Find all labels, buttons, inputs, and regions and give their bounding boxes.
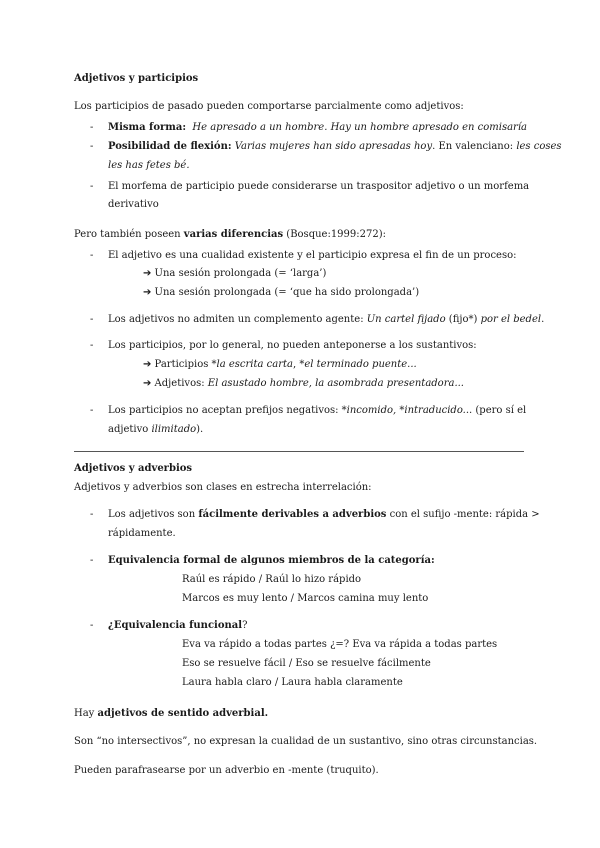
section-intro: Adjetivos y adverbios son clases en estrecha interrelación: — [74, 482, 372, 493]
bullet-cualidad: El adjetivo es una cualidad existente y el participio expresa el fin de un proceso: — [108, 250, 517, 261]
text-italic: *el terminado puente... — [299, 359, 417, 370]
text: . — [541, 314, 545, 325]
text: ➔ Participios — [143, 359, 212, 370]
example-arrow — [143, 377, 464, 391]
example-line: Eso se resuelve fácil / Eso se resuelve fácilmente — [182, 658, 431, 669]
bullet-dash: - — [90, 405, 94, 416]
example-arrow: ➔ Una sesión prolongada (= ‘que ha sido prolongada’) — [143, 287, 420, 298]
section-heading-participios: Adjetivos y participios — [74, 73, 199, 84]
bullet-prefijos-cont — [108, 423, 203, 437]
text: Los adjetivos no admiten un complemento agente: — [108, 314, 367, 325]
bullet-dash: - — [90, 620, 94, 631]
paragraph-diferencias — [74, 228, 386, 242]
bullet-derivables-cont: rápidamente. — [108, 528, 176, 539]
example-arrow: ➔ Una sesión prolongada (= ‘larga’) — [143, 268, 327, 279]
text-bold: adjetivos de sentido adverbial. — [97, 708, 269, 719]
bullet-flexion — [108, 140, 562, 154]
bullet-dash: - — [90, 314, 94, 325]
text-italic: Un cartel fijado — [366, 314, 446, 325]
bullet-label: Misma forma: — [108, 122, 187, 133]
bullet-example: les coses — [516, 141, 562, 152]
text: ➔ Adjetivos: — [143, 378, 208, 389]
text: Hay — [74, 708, 98, 719]
bullet-dash: - — [90, 122, 94, 133]
bullet-dash: - — [90, 181, 94, 192]
text-bold: ¿Equivalencia funcional — [108, 620, 243, 631]
text-italic: *incomido, *intraducido... — [341, 405, 473, 416]
bullet-equivalencia-funcional — [108, 619, 247, 633]
section-intro: Los participios de pasado pueden comportarse parcialmente como adjetivos: — [74, 101, 464, 112]
bullet-anteponerse: Los participios, por lo general, no pueden anteponerse a los sustantivos: — [108, 340, 477, 351]
text: Pero también poseen — [74, 229, 184, 240]
text: (fijo*) — [445, 314, 481, 325]
bullet-example: He apresado a un hombre. Hay un hombre apresado en comisaría — [192, 122, 528, 133]
bullet-dash: - — [90, 555, 94, 566]
bullet-example-cont: les has fetes bé. — [108, 160, 190, 171]
bullet-example: Varias mujeres han sido apresadas hoy — [234, 141, 433, 152]
example-line: Eva va rápido a todas partes ¿=? Eva va rápida a todas partes — [182, 639, 498, 650]
bullet-derivables — [108, 508, 540, 522]
text: (Bosque:1999:272): — [283, 229, 386, 240]
example-line: Laura habla claro / Laura habla claramente — [182, 677, 403, 688]
bullet-dash: - — [90, 340, 94, 351]
text: (pero sí el — [472, 405, 527, 416]
bullet-dash: - — [90, 250, 94, 261]
example-arrow — [143, 358, 417, 372]
bullet-misma-forma — [108, 121, 527, 135]
text: ? — [242, 620, 248, 631]
text: adjetivo — [108, 424, 152, 435]
bullet-prefijos — [108, 404, 526, 418]
paragraph-sentido-adverbial — [74, 707, 268, 721]
example-line: Marcos es muy lento / Marcos camina muy lento — [182, 593, 429, 604]
bullet-dash: - — [90, 509, 94, 520]
text: con el sufijo -mente: rápida > — [386, 509, 540, 520]
paragraph-no-intersectivos: Son “no intersectivos”, no expresan la cualidad de un sustantivo, sino otras circunstancias. — [74, 736, 538, 747]
text: , — [292, 359, 300, 370]
bullet-text: . En valenciano: — [432, 141, 517, 152]
text-italic: *la escrita carta — [211, 359, 293, 370]
paragraph-parafrasear: Pueden parafrasearse por un adverbio en -mente (truquito). — [74, 765, 379, 776]
section-divider — [74, 451, 524, 452]
text-italic: por el bedel — [480, 314, 542, 325]
bullet-dash: - — [90, 141, 94, 152]
bullet-agente — [108, 313, 544, 327]
example-line: Raúl es rápido / Raúl lo hizo rápido — [182, 574, 362, 585]
section-heading-adverbios: Adjetivos y adverbios — [74, 463, 193, 474]
bullet-morfema: El morfema de participio puede considerarse un traspositor adjetivo o un morfema — [108, 181, 530, 192]
text-italic: ilimitado — [151, 424, 197, 435]
text-bold: fácilmente derivables a adverbios — [198, 509, 387, 520]
bullet-label: Posibilidad de flexión: — [108, 141, 232, 152]
text: Los adjetivos son — [108, 509, 199, 520]
text: Los participios no aceptan prefijos negativos: — [108, 405, 342, 416]
text: ). — [196, 424, 204, 435]
bullet-equivalencia-formal: Equivalencia formal de algunos miembros de la categoría: — [108, 555, 435, 566]
bullet-morfema-cont: derivativo — [108, 199, 159, 210]
text-italic: El asustado hombre, la asombrada presentadora... — [207, 378, 464, 389]
text-bold: varias diferencias — [183, 229, 284, 240]
